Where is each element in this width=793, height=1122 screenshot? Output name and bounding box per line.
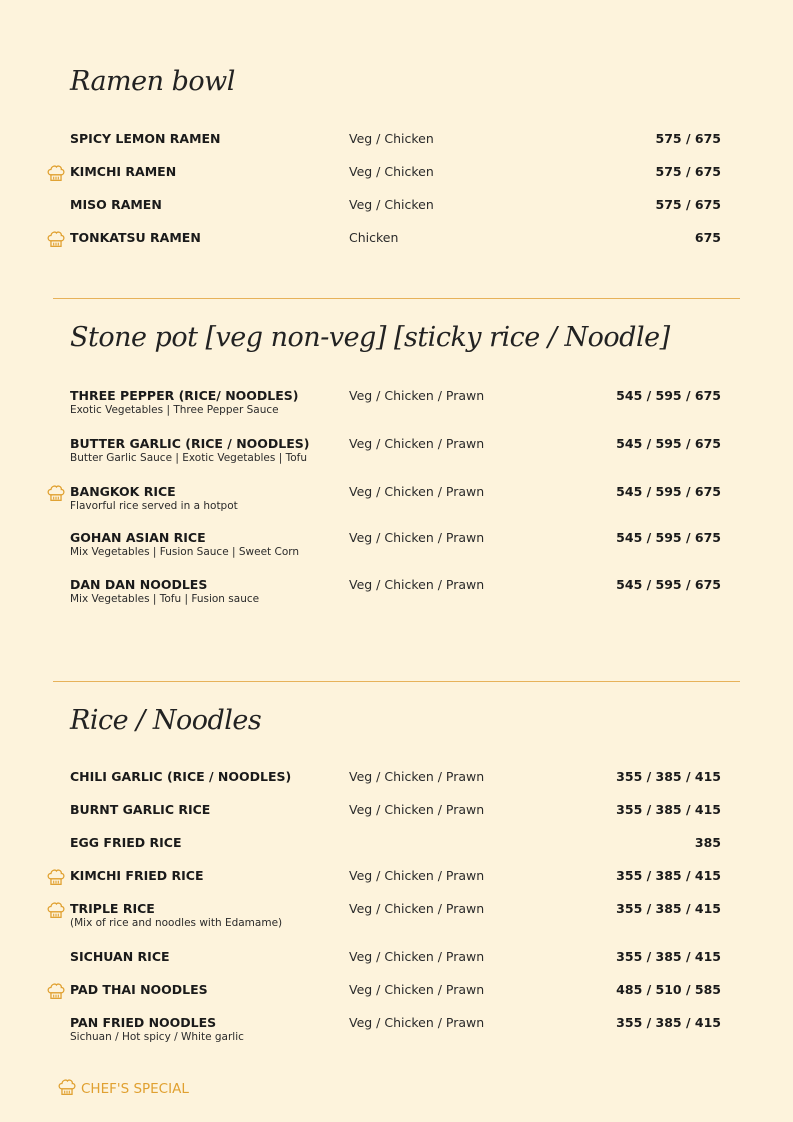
item-price: 355 / 385 / 415 — [616, 769, 721, 784]
item-name: TRIPLE RICE — [70, 901, 155, 916]
item-description: Exotic Vegetables | Three Pepper Sauce — [70, 404, 279, 416]
menu-item — [0, 164, 793, 198]
item-price: 355 / 385 / 415 — [616, 868, 721, 883]
item-price: 355 / 385 / 415 — [616, 802, 721, 817]
item-name: TONKATSU RAMEN — [70, 230, 201, 245]
item-options: Veg / Chicken — [349, 131, 434, 146]
item-name: THREE PEPPER (RICE/ NOODLES) — [70, 388, 299, 403]
menu-item — [0, 835, 793, 869]
chef-hat-icon — [45, 899, 67, 921]
item-price: 545 / 595 / 675 — [616, 530, 721, 545]
item-description: Mix Vegetables | Fusion Sauce | Sweet Corn — [70, 546, 300, 558]
item-name: SICHUAN RICE — [70, 949, 170, 964]
item-options: Chicken — [349, 230, 399, 245]
item-name: CHILI GARLIC (RICE / NOODLES) — [70, 769, 292, 784]
item-description: Flavorful rice served in a hotpot — [70, 500, 238, 512]
item-price: 675 — [694, 230, 721, 245]
item-price: 355 / 385 / 415 — [616, 1015, 721, 1030]
item-name: BANGKOK RICE — [70, 484, 176, 499]
item-price: 545 / 595 / 675 — [616, 436, 721, 451]
item-price: 575 / 675 — [655, 197, 721, 212]
item-description: Butter Garlic Sauce | Exotic Vegetables | Tofu — [70, 452, 307, 464]
item-price: 355 / 385 / 415 — [616, 949, 721, 964]
item-name: GOHAN ASIAN RICE — [70, 530, 206, 545]
item-options: Veg / Chicken / Prawn — [349, 949, 485, 964]
item-options: Veg / Chicken — [349, 197, 434, 212]
menu-item — [0, 436, 793, 470]
item-description: Sichuan / Hot spicy / White garlic — [70, 1031, 244, 1043]
item-options: Veg / Chicken / Prawn — [349, 868, 485, 883]
chef-hat-icon — [45, 866, 67, 888]
item-options: Veg / Chicken / Prawn — [349, 484, 485, 499]
chef-hat-icon — [45, 482, 67, 504]
menu-item — [0, 230, 793, 264]
item-price: 545 / 595 / 675 — [616, 388, 721, 403]
chef-hat-icon — [56, 1076, 78, 1098]
section-title: Rice / Noodles — [70, 705, 262, 736]
item-price: 545 / 595 / 675 — [616, 484, 721, 499]
item-description: (Mix of rice and noodles with Edamame) — [70, 917, 283, 929]
item-options: Veg / Chicken / Prawn — [349, 901, 485, 916]
item-options: Veg / Chicken / Prawn — [349, 802, 485, 817]
section-title: Stone pot [veg non-veg] [sticky rice / Noodle] — [70, 322, 670, 353]
menu-item — [0, 577, 793, 611]
menu-item — [0, 982, 793, 1016]
item-price: 385 — [694, 835, 721, 850]
chef-hat-icon — [45, 228, 67, 250]
item-options: Veg / Chicken — [349, 164, 434, 179]
section-divider — [53, 681, 740, 682]
item-options: Veg / Chicken / Prawn — [349, 769, 485, 784]
item-price: 545 / 595 / 675 — [616, 577, 721, 592]
menu-item — [0, 131, 793, 165]
item-options: Veg / Chicken / Prawn — [349, 1015, 485, 1030]
item-options: Veg / Chicken / Prawn — [349, 577, 485, 592]
item-name: PAN FRIED NOODLES — [70, 1015, 217, 1030]
menu-item — [0, 901, 793, 935]
chef-hat-icon — [45, 162, 67, 184]
item-options: Veg / Chicken / Prawn — [349, 388, 485, 403]
item-name: BURNT GARLIC RICE — [70, 802, 211, 817]
item-options: Veg / Chicken / Prawn — [349, 982, 485, 997]
item-options: Veg / Chicken / Prawn — [349, 436, 485, 451]
item-name: PAD THAI NOODLES — [70, 982, 208, 997]
menu-item — [0, 868, 793, 902]
item-name: MISO RAMEN — [70, 197, 162, 212]
legend-label: CHEF'S SPECIAL — [81, 1081, 189, 1097]
item-description: Mix Vegetables | Tofu | Fusion sauce — [70, 593, 260, 605]
item-price: 575 / 675 — [655, 131, 721, 146]
item-options: Veg / Chicken / Prawn — [349, 530, 485, 545]
menu-item — [0, 802, 793, 836]
item-name: KIMCHI RAMEN — [70, 164, 177, 179]
section-title: Ramen bowl — [70, 66, 235, 97]
item-price: 355 / 385 / 415 — [616, 901, 721, 916]
chef-hat-icon — [45, 980, 67, 1002]
menu-item — [0, 530, 793, 564]
menu-item — [0, 769, 793, 803]
menu-item — [0, 1015, 793, 1049]
menu-item — [0, 197, 793, 231]
menu-item — [0, 484, 793, 518]
section-divider — [53, 298, 740, 299]
menu-item — [0, 388, 793, 422]
item-name: KIMCHI FRIED RICE — [70, 868, 204, 883]
item-price: 485 / 510 / 585 — [616, 982, 721, 997]
item-price: 575 / 675 — [655, 164, 721, 179]
item-name: BUTTER GARLIC (RICE / NOODLES) — [70, 436, 310, 451]
item-name: DAN DAN NOODLES — [70, 577, 208, 592]
menu-item — [0, 949, 793, 983]
item-name: SPICY LEMON RAMEN — [70, 131, 221, 146]
item-name: EGG FRIED RICE — [70, 835, 182, 850]
